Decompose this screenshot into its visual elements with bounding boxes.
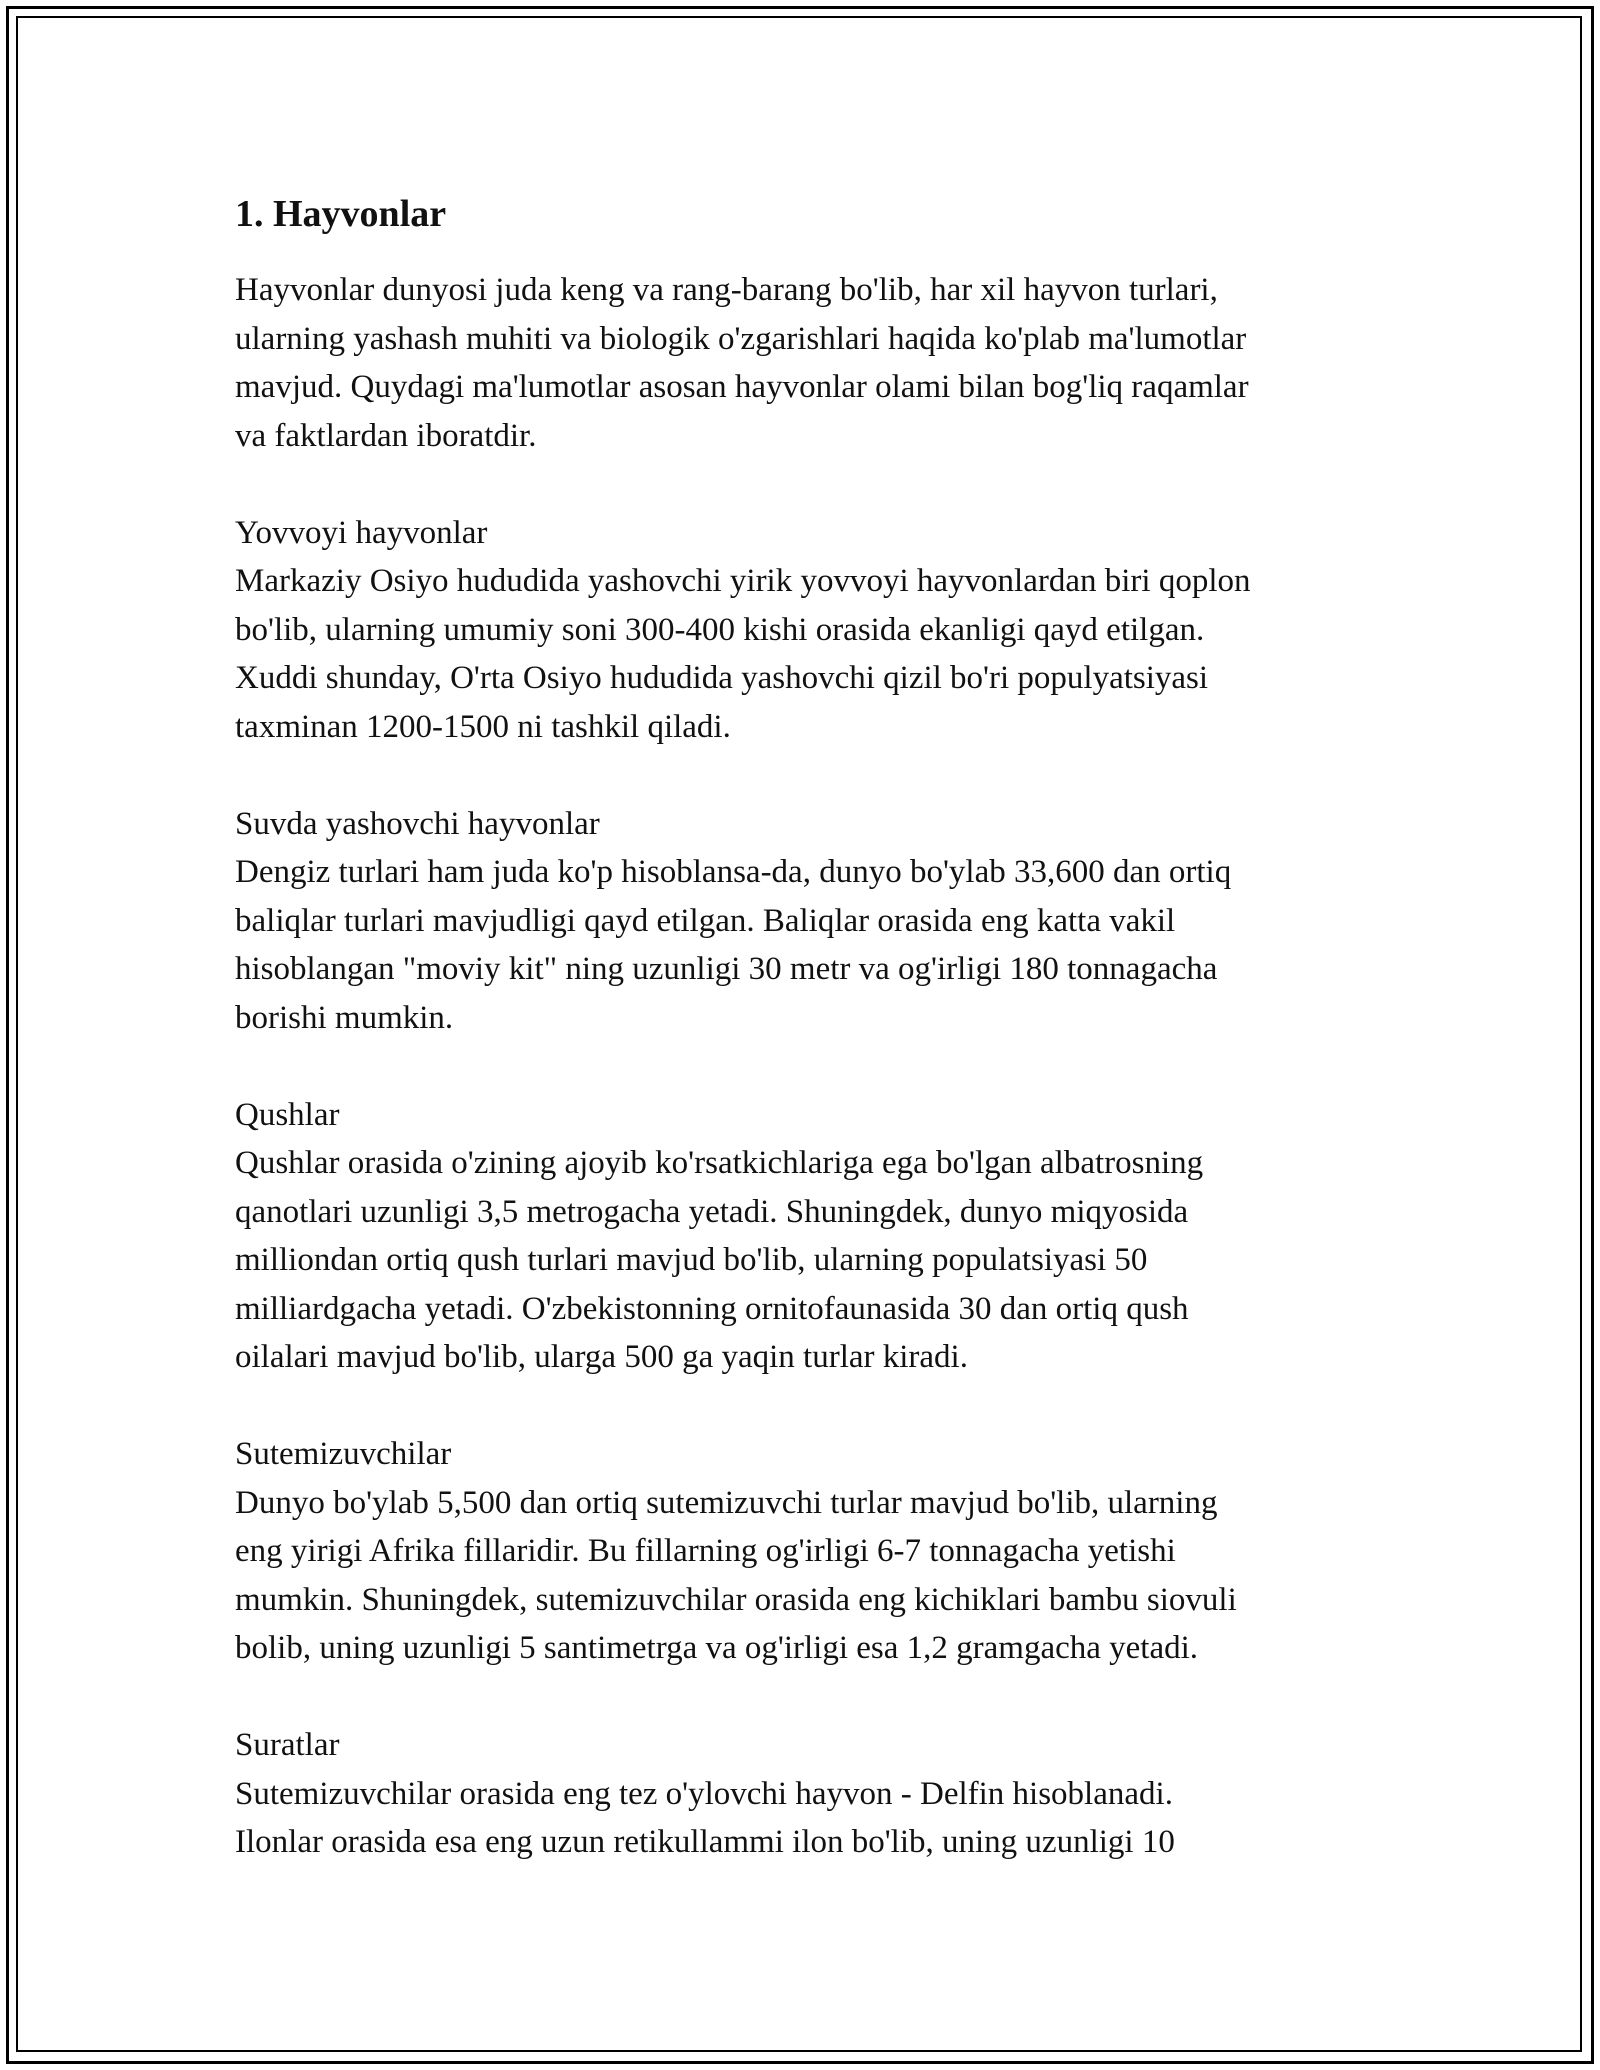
intro-paragraph: Hayvonlar dunyosi juda keng va rang-barang bo'lib, har xil hayvon turlari, ularning yashash muhiti va biologik o'zgarishlari haqida ko'plab ma'lumotlar mavjud. Quydagi ma'lumotlar asosan hayvonlar olami bilan bog'liq raqamlar va faktlardan iboratdir. (235, 272, 1249, 454)
section-body: Markaziy Osiyo hududida yashovchi yirik yovvoyi hayvonlardan biri qoplon bo'lib, ularning umumiy soni 300-400 kishi orasida ekanligi qayd etilgan. Xuddi shunday, O'rta Osiyo hududida yashovchi qizil bo'ri populyatsiyasi taxminan 1200-1500 ni tashkil qiladi. (235, 563, 1251, 745)
section-body: Dengiz turlari ham juda ko'p hisoblansa-da, dunyo bo'ylab 33,600 dan ortiq baliqlar turlari mavjudligi qayd etilgan. Baliqlar orasida eng katta vakil hisoblangan "moviy kit" ning uzunligi 30 metr va og'irligi 180 tonnagacha borishi mumkin. (235, 854, 1232, 1036)
section-heading: Suvda yashovchi hayvonlar (235, 805, 600, 842)
section-birds (235, 1091, 1385, 1382)
section-pictures (235, 1721, 1385, 1867)
section-mammals (235, 1430, 1385, 1673)
document-page (235, 188, 1385, 1915)
section-heading: Sutemizuvchilar (235, 1436, 452, 1472)
section-wild-animals (235, 509, 1385, 752)
section-body: Qushlar orasida o'zining ajoyib ko'rsatkichlariga ega bo'lgan albatrosning qanotlari uzunligi 3,5 metrogacha yetadi. Shuningdek, dunyo miqyosida milliondan ortiq qush turlari mavjud bo'lib, ularning populatsiyasi 50 milliardgacha yetadi. O'zbekistonning ornitofaunasida 30 dan ortiq qush oilalari mavjud bo'lib, ularga 500 ga yaqin turlar kiradi. (235, 1145, 1204, 1375)
section-heading: Yovvoyi hayvonlar (235, 514, 488, 551)
document-title: 1. Hayvonlar (235, 193, 447, 235)
section-body: Sutemizuvchilar orasida eng tez o'ylovchi hayvon - Delfin hisoblanadi. Ilonlar orasida esa eng uzun retikullammi ilon bo'lib, uning uzunligi 10 (235, 1775, 1175, 1860)
section-aquatic-animals (235, 800, 1385, 1043)
section-body: Dunyo bo'ylab 5,500 dan ortiq sutemizuvchi turlar mavjud bo'lib, ularning eng yirigi Afrika fillaridir. Bu fillarning og'irligi 6-7 tonnagacha yetishi mumkin. Shuningdek, sutemizuvchilar orasida eng kichiklari bambu siovuli bolib, uning uzunligi 5 santimetrga va og'irligi esa 1,2 gramgacha yetadi. (235, 1484, 1237, 1666)
section-heading: Qushlar (235, 1096, 340, 1133)
section-heading: Suratlar (235, 1727, 340, 1763)
